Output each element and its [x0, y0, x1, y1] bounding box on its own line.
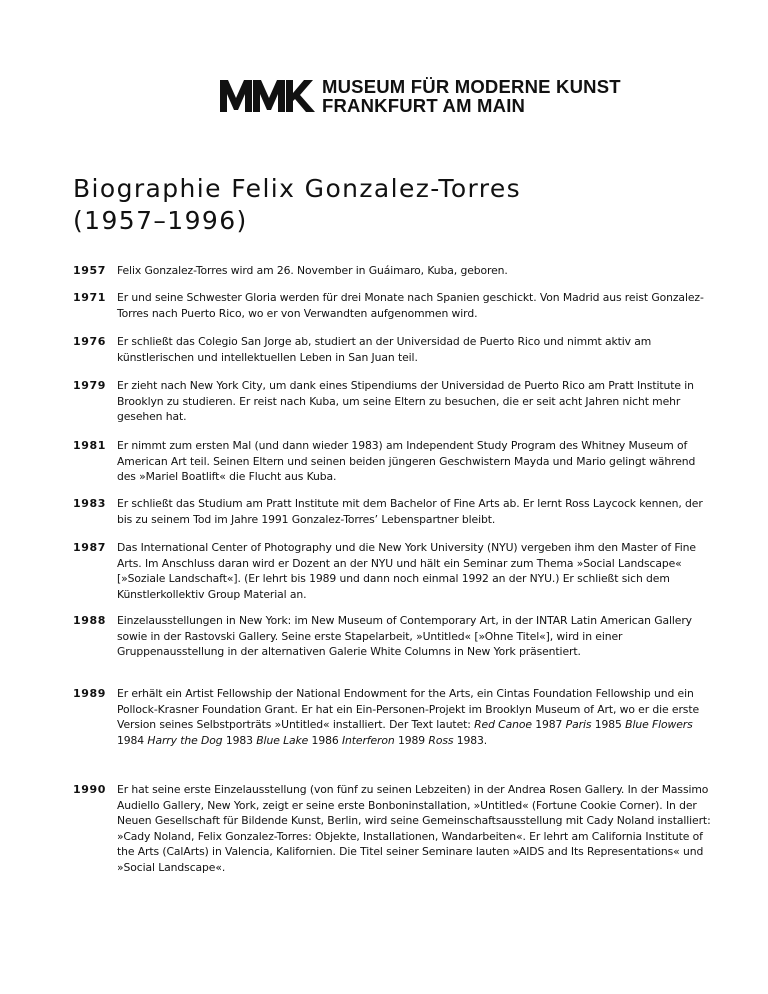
timeline-entry-1979 — [73, 378, 713, 425]
timeline-entry-1976 — [73, 334, 713, 365]
entry-year: 1981 — [73, 439, 107, 452]
entry-year: 1989 — [73, 687, 107, 700]
museum-logo — [220, 77, 621, 115]
timeline-entry-1983 — [73, 496, 713, 527]
entry-text: Er zieht nach New York City, um dank eines Stipendiums der Universidad de Puerto Rico am Pratt Institute in Brooklyn zu studieren. Er reist nach Kuba, um seine Eltern zu besuchen, die er seit acht Jahren nicht mehr gesehen hat. — [117, 379, 694, 423]
entry-year: 1983 — [73, 497, 107, 510]
mmk-logo-mark — [220, 80, 316, 112]
timeline-entry-1971 — [73, 290, 713, 321]
work-year: 1985 — [594, 718, 622, 731]
entry-year: 1979 — [73, 379, 107, 392]
entry-year: 1988 — [73, 614, 107, 627]
entry-year: 1957 — [73, 264, 107, 277]
museum-name — [322, 77, 621, 115]
entry-text: Das International Center of Photography und die New York University (NYU) vergeben ihm den Master of Fine Arts. Im Anschluss daran wird er Dozent an der NYU und hält ein Seminar zum Thema »Social Landscape« [»Soziale Landschaft«]. (Er lehrt bis 1989 und dann noch einmal 1992 an der NYU.) Er schließt sich dem Künstlerkollektiv Group Material an. — [117, 541, 696, 601]
entry-year: 1990 — [73, 783, 107, 796]
work-title: Red Canoe — [474, 718, 532, 731]
work-year: 1989 — [398, 733, 426, 747]
timeline-entry-1957 — [73, 263, 713, 279]
work-title: Paris — [565, 718, 592, 731]
entry-text: Er nimmt zum ersten Mal (und dann wieder 1983) am Independent Study Program des Whitney Museum of American Art teil. Seinen Eltern und seinen beiden jüngeren Geschwistern Mayda und Mario gelingt während des »Mariel Boatlift« die Flucht aus Kuba. — [117, 439, 696, 483]
work-year: 1987 — [535, 718, 563, 731]
work-year: 1986 — [311, 733, 339, 747]
entry-text: Einzelausstellungen in New York: im New Museum of Contemporary Art, in der INTAR Latin American Gallery sowie in der Rastovski Gallery. Seine erste Stapelarbeit, »Untitled« [»Ohne Titel«], wird in einer Gruppenausstellung in der alternativen Galerie White Columns in New York präsentiert. — [117, 614, 692, 658]
entry-text-body: Er erhält ein Artist Fellowship der National Endowment for the Arts, ein Cintas Foundation Fellowship und ein Pollock-Krasner Foundation Grant. Er hat ein Ein-Personen-Projekt im Brooklyn Museum of Art, wo er die erste Version seines Selbstporträts »Untitled« installiert. Der Text lautet: — [117, 687, 700, 731]
work-year: 1983. — [456, 733, 488, 747]
museum-name-line1: MUSEUM FÜR MODERNE KUNST — [322, 76, 621, 97]
entry-text — [117, 686, 713, 748]
timeline-entry-1990 — [73, 782, 713, 875]
page-title-line1: Biographie Felix Gonzalez-Torres — [73, 174, 522, 203]
work-title: Blue Flowers — [625, 718, 693, 731]
museum-name-line2: FRANKFURT AM MAIN — [322, 95, 526, 116]
entry-text: Er und seine Schwester Gloria werden für drei Monate nach Spanien geschickt. Von Madrid aus reist Gonzalez-Torres nach Puerto Rico, wo er von Verwandten aufgenommen wird. — [117, 291, 704, 320]
timeline-entry-1988 — [73, 613, 713, 660]
entry-text: Er schließt das Studium am Pratt Institute mit dem Bachelor of Fine Arts ab. Er lernt Ross Laycock kennen, der bis zu seinem Tod im Jahre 1991 Gonzalez-Torres’ Lebenspartner bleibt. — [117, 497, 703, 526]
timeline-entry-1981 — [73, 438, 713, 485]
entry-text: Felix Gonzalez-Torres wird am 26. November in Guáimaro, Kuba, geboren. — [117, 264, 508, 277]
work-year: 1983 — [225, 733, 253, 747]
entry-year: 1971 — [73, 291, 107, 304]
page-title-line2: (1957–1996) — [73, 206, 248, 235]
timeline-entry-1987 — [73, 540, 713, 602]
work-title: Interferon — [341, 733, 395, 747]
work-title: Blue Lake — [256, 733, 309, 747]
work-year: 1984 — [117, 733, 145, 747]
page-title — [73, 173, 521, 237]
work-title: Ross — [428, 733, 454, 747]
entry-year: 1987 — [73, 541, 107, 554]
entry-text: Er hat seine erste Einzelausstellung (von fünf zu seinen Lebzeiten) in der Andrea Rosen Gallery. In der Massimo Audiello Gallery, New York, zeigt er seine erste Bonboninstallation, »Untitled« (Fortune Cookie Corner). In der Neuen Gesellschaft für Bildende Kunst, Berlin, wird seine Gemeinschaftsausstellung mit Cady Noland installiert: »Cady Noland, Felix Gonzalez-Torres: Objekte, Installationen, Wandarbeiten«. Er lehrt am California Institute of the Arts (CalArts) in Valencia, Kalifornien. Die Titel seiner Seminare lauten »AIDS and Its Representations« und »Social Landscape«. — [117, 783, 711, 874]
timeline-entry-1989 — [73, 686, 713, 748]
entry-text: Er schließt das Colegio San Jorge ab, studiert an der Universidad de Puerto Rico und nimmt aktiv am künstlerischen und intellektuellen Leben in San Juan teil. — [117, 335, 652, 364]
entry-year: 1976 — [73, 335, 107, 348]
work-title: Harry the Dog — [147, 733, 223, 747]
